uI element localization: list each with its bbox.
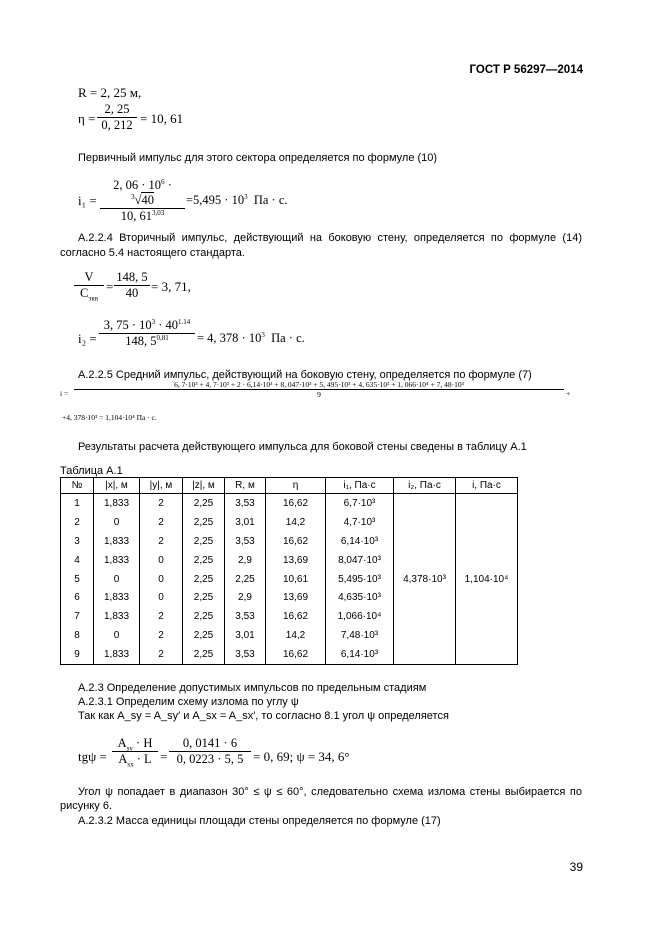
table-cell: 2,25 [183, 607, 225, 626]
page-number: 39 [569, 860, 583, 874]
table-cell: 13,69 [266, 588, 326, 607]
header-cell: i₂, Па·с [394, 478, 456, 494]
formula-i-continuation: +4, 378·10³ = 1,104·10⁴ Па · с. [62, 413, 157, 422]
header-cell: |x|, м [94, 478, 140, 494]
table-cell: 2 [140, 607, 183, 626]
header-cell: i₁, Па·с [326, 478, 394, 494]
formula-i-plus: + [566, 389, 571, 398]
table-cell: 2,25 [225, 570, 266, 589]
table-cell: 4,635·10³ [326, 588, 394, 607]
table-cell: 2 [140, 645, 183, 664]
paragraph-average-impulse: А.2.2.5 Средний импульс, действующий на боковую стену, определяется по формуле (7) [78, 369, 532, 381]
formula-part: 0, 0223 · 5, 5 [176, 752, 244, 766]
table-cell: 2,25 [183, 645, 225, 664]
table-row [61, 494, 518, 513]
table-cell: 14,2 [266, 513, 326, 532]
table-cell: 8 [61, 626, 94, 645]
table-cell: 1 [61, 494, 94, 513]
formula-tg-eq: = [160, 749, 168, 764]
formula-i-fraction [74, 380, 564, 399]
table-cell: 6,14·10³ [326, 645, 394, 664]
table-cell: 16,62 [266, 607, 326, 626]
formula-part: sx [127, 760, 134, 769]
table-cell: 2,25 [183, 513, 225, 532]
formula-i1-fraction [100, 178, 185, 224]
paragraph-angle-cont: рисунку 6. [60, 800, 113, 812]
formula-i-lhs: i = [60, 389, 69, 398]
table-cell: 1,066·10⁴ [326, 607, 394, 626]
i-denominator: 9 [317, 390, 321, 399]
table-cell: 2 [140, 532, 183, 551]
formula-part: C [79, 286, 89, 300]
cube-root-icon: √ [134, 193, 142, 207]
formula-part: 3 [261, 330, 265, 339]
table-cell: 2,25 [183, 626, 225, 645]
formula-i1-lhs: i₁ = [78, 193, 97, 208]
table-cell: 3,01 [225, 513, 266, 532]
table-cell: 1,833 [94, 588, 140, 607]
formula-part: · H [132, 736, 153, 750]
results-table [60, 477, 518, 665]
table-cell: 2,9 [225, 588, 266, 607]
table-cell: 2 [140, 626, 183, 645]
table-cell: 4 [61, 551, 94, 570]
formula-part: 3 [244, 192, 248, 201]
formula-i2-fraction [99, 318, 195, 349]
formula-eta-fraction [97, 102, 137, 133]
table-cell: 0 [140, 588, 183, 607]
table-cell: 2,25 [183, 532, 225, 551]
table-cell: 5,495·10³ [326, 570, 394, 589]
header-cell: № [61, 478, 94, 494]
table-cell: 2,25 [183, 588, 225, 607]
table-cell: 3,53 [225, 645, 266, 664]
table-cell: 14,2 [266, 626, 326, 645]
formula-tg-fraction2 [169, 736, 251, 767]
table-cell: 0 [140, 570, 183, 589]
table-cell: 5 [61, 570, 94, 589]
formula-part: Па · с. [253, 193, 288, 207]
formula-part: = 4, 378 · 10 [197, 331, 262, 345]
table-cell: 16,62 [266, 532, 326, 551]
section-a-2-3-2: А.2.3.2 Масса единицы площади стены определяется по формуле (17) [78, 815, 441, 827]
table-header-row [61, 478, 518, 494]
formula-part: 148, 5 [114, 270, 150, 286]
i1-root-index: 3 [131, 192, 135, 201]
table-cell: 1,833 [94, 532, 140, 551]
table-cell: 3,53 [225, 532, 266, 551]
v-den-sub: экв [88, 294, 99, 303]
table-cell: 3,53 [225, 607, 266, 626]
formula-i1-rhs [186, 193, 288, 208]
table-cell: 0 [94, 570, 140, 589]
i1-num-a: 2, 06 · 10 [113, 178, 162, 192]
table-cell: 1,833 [94, 645, 140, 664]
formula-i2-rhs [197, 331, 305, 346]
table-cell: 2,9 [225, 551, 266, 570]
formula-part: 40 [125, 286, 139, 300]
formula-part: 0, 0141 · 6 [169, 736, 251, 752]
table-cell: 3 [61, 532, 94, 551]
table-cell: 0 [140, 551, 183, 570]
formula-tg-fraction1 [112, 736, 158, 767]
table-cell: 2 [140, 513, 183, 532]
table-cell: 2,25 [183, 494, 225, 513]
formula-i2-lhs: i₂ = [78, 331, 97, 346]
formula-part: 3 [151, 317, 156, 326]
formula-v-rhs: = 3, 71, [151, 279, 191, 294]
table-cell: 13,69 [266, 551, 326, 570]
table-cell: 3,01 [225, 626, 266, 645]
formula-eta-lhs: η = [78, 111, 96, 126]
table-cell: 1,833 [94, 551, 140, 570]
i1-den: 10, 61 [120, 209, 152, 223]
table-cell: 2 [61, 513, 94, 532]
paragraph-secondary-impulse: А.2.2.4 Вторичный импульс, действующий на боковую стену, определяется по формуле (14) [78, 232, 582, 244]
formula-part: · L [133, 752, 152, 766]
table-cell: 2,25 [183, 551, 225, 570]
i1-num-b: · [167, 178, 172, 192]
table-cell: 8,047·10³ [326, 551, 394, 570]
formula-eta-rhs: = 10, 61 [140, 111, 184, 126]
header-cell: R, м [225, 478, 266, 494]
i1-num-exp: 6 [161, 177, 165, 186]
table-cell: 3,53 [225, 494, 266, 513]
formula-v-mid-fraction [114, 270, 150, 301]
i1-den-exp: 3,03 [152, 208, 165, 217]
formula-v-fraction [74, 270, 104, 301]
eta-denominator: 0, 212 [101, 118, 133, 132]
standard-header: ГОСТ Р 56297—2014 [469, 64, 583, 76]
merged-i2-cell: 4,378·10³ [394, 494, 456, 665]
table-cell: 0 [94, 513, 140, 532]
table-cell: 0 [94, 626, 140, 645]
formula-part: 0,81 [156, 333, 169, 342]
formula-r: R = 2, 25 м, [78, 85, 142, 100]
v-numerator: V [74, 270, 104, 286]
paragraph-results: Результаты расчета действующего импульса для боковой стены сведены в таблицу А.1 [78, 441, 527, 453]
section-a-2-3-1: А.2.3.1 Определим схему излома по углу ψ [78, 696, 299, 708]
table-cell: 16,62 [266, 494, 326, 513]
table-cell: 6,7·10³ [326, 494, 394, 513]
formula-tg-rhs: = 0, 69; ψ = 34, 6° [253, 749, 350, 764]
table-cell: 6,14·10³ [326, 532, 394, 551]
table-cell: 1,833 [94, 494, 140, 513]
formula-part: =5,495 · 10 [186, 193, 245, 207]
header-cell: |y|, м [140, 478, 183, 494]
header-cell: i, Па·с [456, 478, 518, 494]
formula-part: A [118, 752, 128, 766]
formula-part: Па · с. [271, 331, 305, 345]
table-cell: 4,7·10³ [326, 513, 394, 532]
formula-v-eq: = [106, 279, 114, 294]
table-cell: 16,62 [266, 645, 326, 664]
table-cell: 2 [140, 494, 183, 513]
formula-part: · 40 [155, 318, 179, 332]
paragraph-since: Так как A_sy = A_sy′ и A_sx = A_sx′, то согласно 8.1 угол ψ определяется [78, 710, 449, 722]
formula-tg-lhs: tgψ = [78, 749, 107, 764]
paragraph-secondary-impulse-cont: согласно 5.4 настоящего стандарта. [60, 247, 245, 259]
paragraph-angle: Угол ψ попадает в диапазон 30° ≤ ψ ≤ 60°, следовательно схема излома стены выбирается по [78, 786, 582, 798]
table-cell: 10,61 [266, 570, 326, 589]
table-cell: 2,25 [183, 570, 225, 589]
formula-part: A [117, 736, 127, 750]
header-cell: |z|, м [183, 478, 225, 494]
paragraph-primary-impulse: Первичный импульс для этого сектора определяется по формуле (10) [78, 152, 438, 164]
formula-part: 148, 5 [125, 334, 157, 348]
table-cell: 9 [61, 645, 94, 664]
formula-part: 3, 75 · 10 [103, 318, 152, 332]
table-caption: Таблица А.1 [60, 465, 123, 477]
merged-i-cell: 1,104·10⁴ [456, 494, 518, 665]
formula-part: 1.14 [178, 317, 191, 326]
formula-part: sy [126, 744, 133, 753]
i-numerator: 6, 7·10³ + 4, 7·10³ + 2 · 6,14·10³ + 8, 047·10³ + 5, 495·10³ + 4, 635·10³ + 1, 066·10⁴ + 7, 48·10³ [74, 380, 564, 390]
i1-root-value: 40 [141, 193, 154, 207]
table-cell: 7,48·10³ [326, 626, 394, 645]
table-cell: 7 [61, 607, 94, 626]
table-cell: 1,833 [94, 607, 140, 626]
eta-numerator: 2, 25 [97, 102, 137, 118]
header-cell: η [266, 478, 326, 494]
section-a-2-3: А.2.3 Определение допустимых импульсов по предельным стадиям [78, 682, 427, 694]
table-cell: 6 [61, 588, 94, 607]
